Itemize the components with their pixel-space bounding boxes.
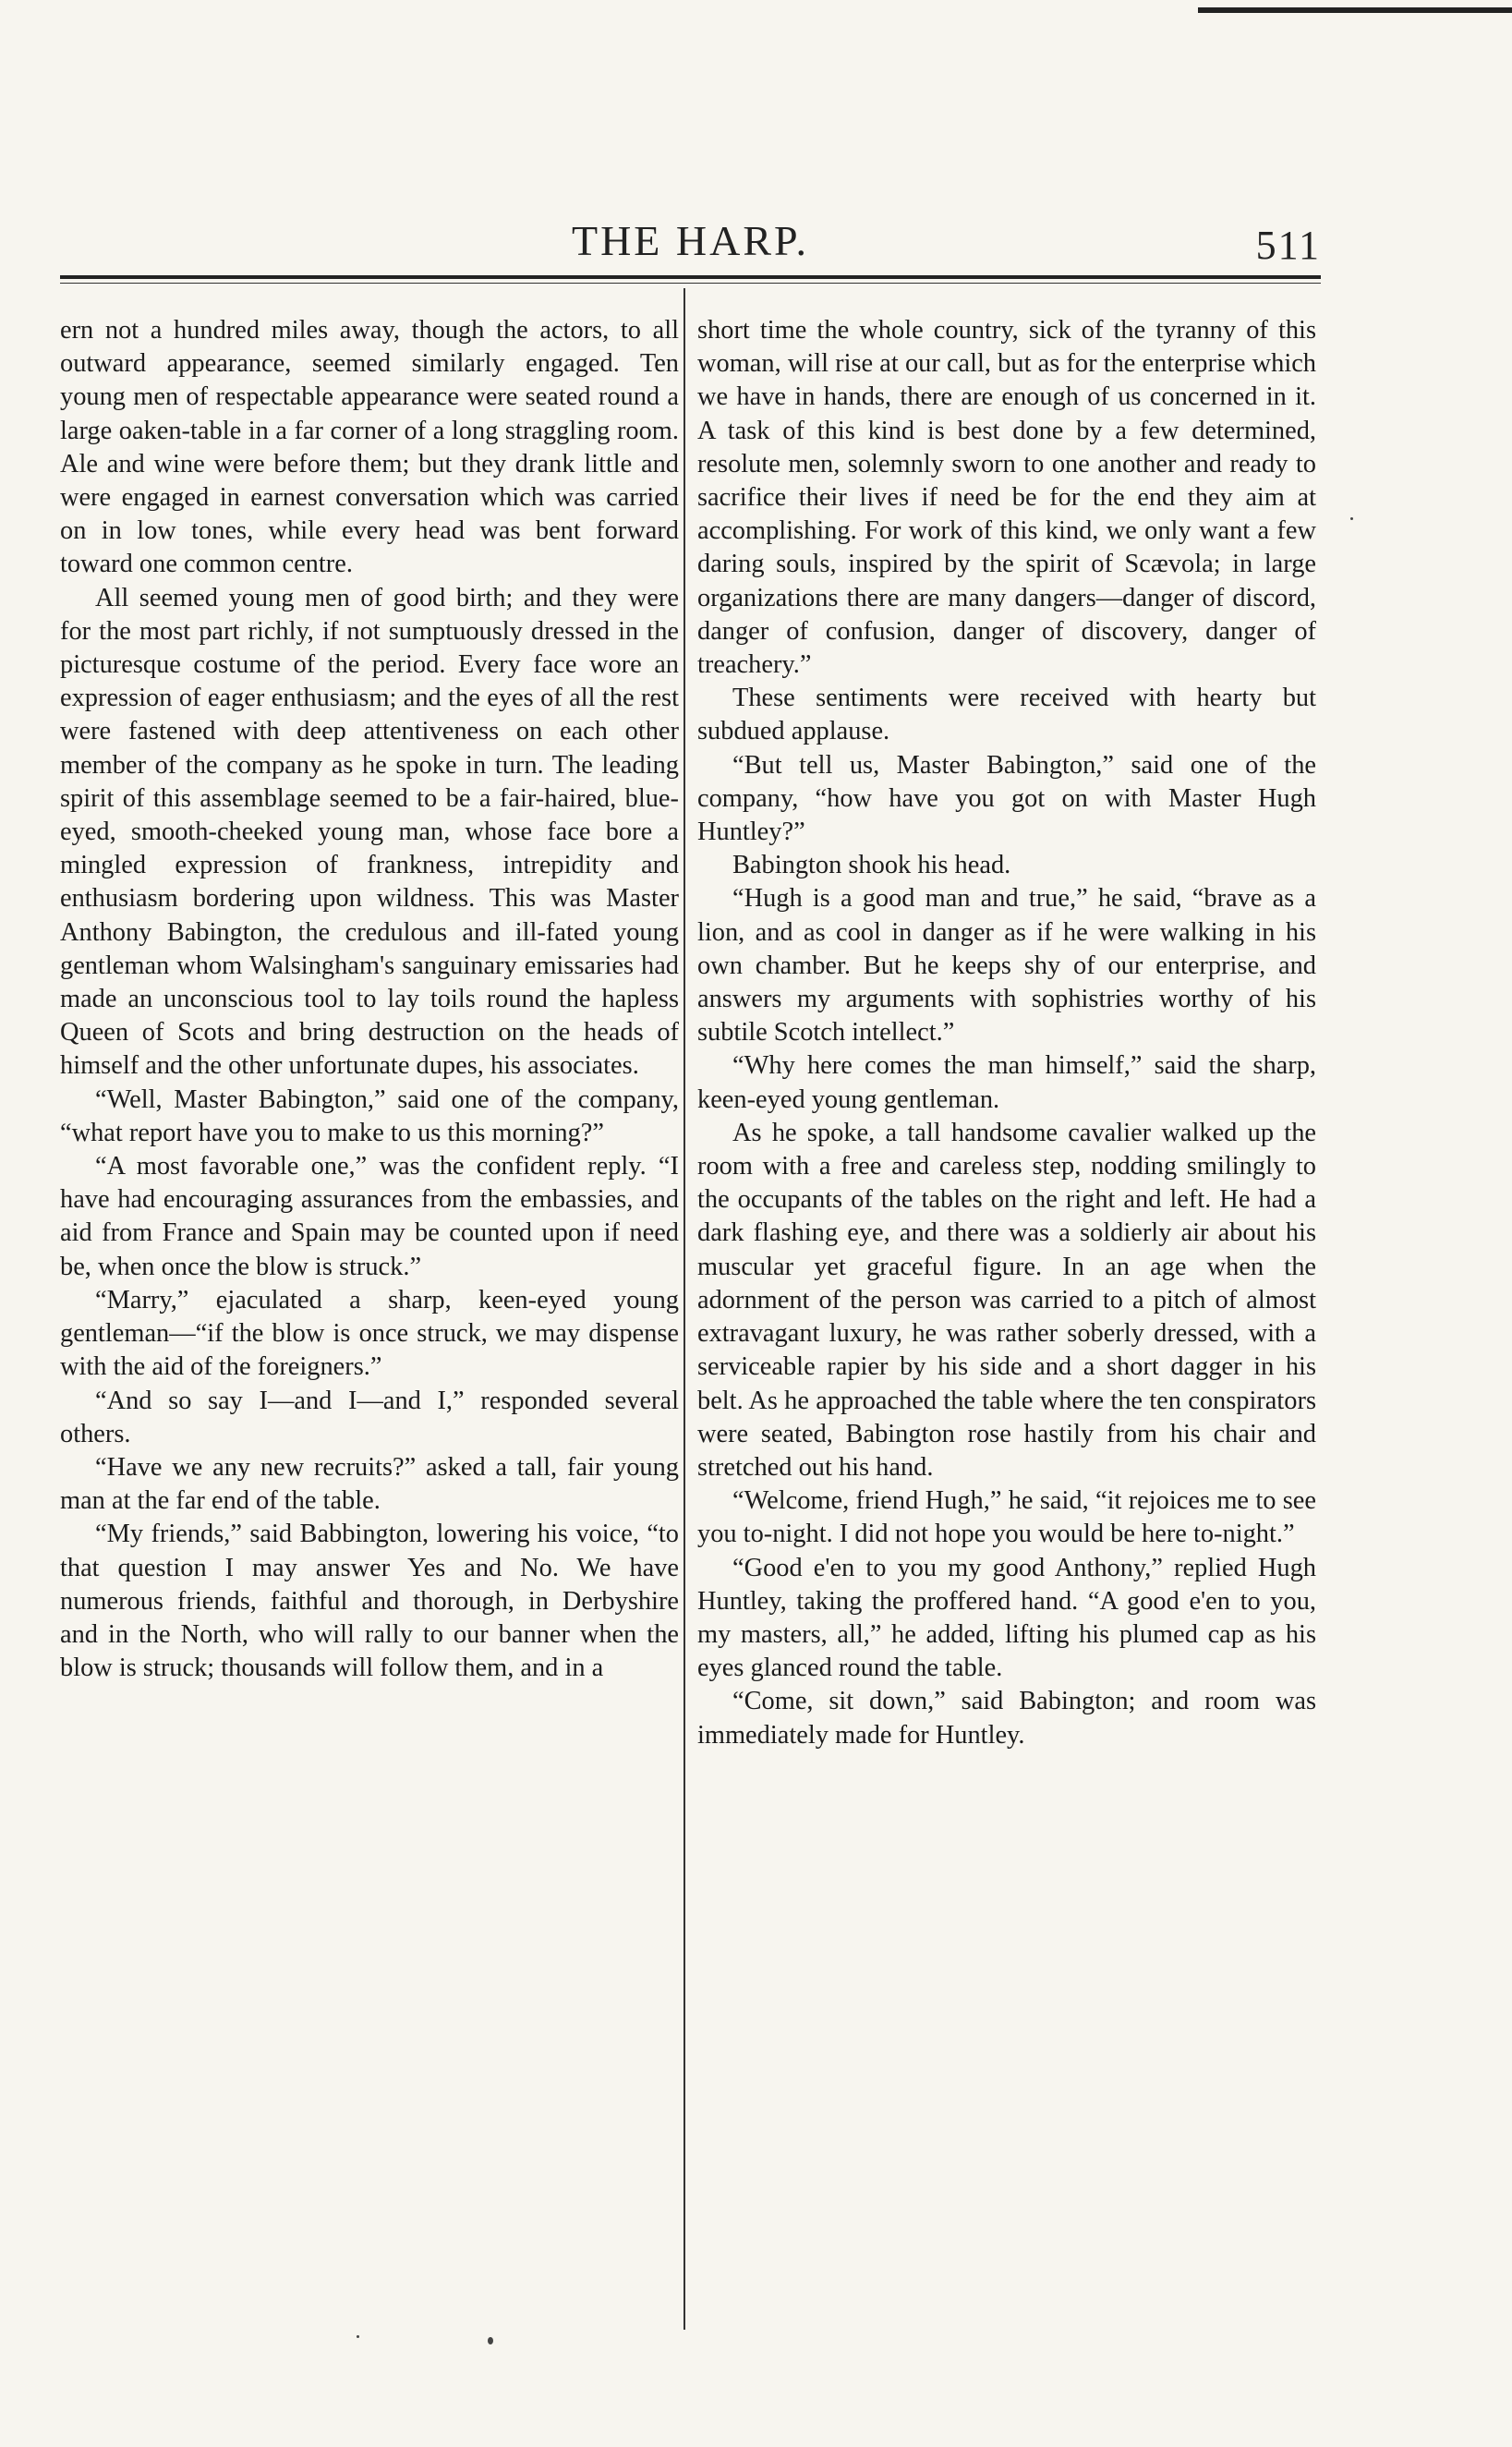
print-speck: [1350, 517, 1353, 520]
paragraph: “Hugh is a good man and true,” he said, “brave as a lion, and as cool in danger as if he were walking in his own chamber. But he keeps shy of our enterprise, and answers my arguments with sophistries worthy of his subtile Scotch intellect.”: [697, 884, 1316, 1048]
paragraph: “A most favorable one,” was the confident reply. “I have had encouraging assurances from the embassies, and aid from France and Spain may be counted upon if need be, when once the blow is struck.”: [60, 1152, 679, 1281]
paragraph: As he spoke, a tall handsome cavalier walked up the room with a free and careless step, nodding smilingly to the occupants of the tables on the right and left. He had a dark flashing eye, and there was a soldierly air about his muscular yet graceful figure. In an age when the adornment of the person was carried to a pitch of almost extravagant luxury, he was rather soberly dressed, with a serviceable rapier by his side and a short dagger in his belt. As he approached the table where the ten conspirators were seated, Babington rose hastily from his chair and stretched out his hand.: [697, 1118, 1316, 1482]
print-speck: [488, 2337, 493, 2344]
paragraph: “But tell us, Master Babington,” said one of the company, “how have you got on with Master Hugh Huntley?”: [697, 750, 1316, 847]
print-speck: [357, 2335, 359, 2338]
paragraph: All seemed young men of good birth; and they were for the most part richly, if not sumptuously dressed in the picturesque costume of the period. Every face wore an expression of eager enthusiasm; and the eyes of all the rest were fastened with deep attentiveness on each other member of the company as he spoke in turn. The leading spirit of this assemblage seemed to be a fair-haired, blue-eyed, smooth-cheeked young man, whose face bore a mingled expression of frankness, intrepidity and enthusiasm bordering upon wildness. This was Master Anthony Babington, the credulous and ill-fated young gentleman whom Walsingham's sanguinary emissaries had made an unconscious tool to lay toils round the hapless Queen of Scots and bring destruction on the heads of himself and the other unfortunate dupes, his associates.: [60, 583, 679, 1081]
paragraph: These sentiments were received with hearty but subdued applause.: [697, 684, 1316, 746]
paragraph: “Why here comes the man himself,” said the sharp, keen-eyed young gentleman.: [697, 1051, 1316, 1114]
paragraph: “Good e'en to you my good Anthony,” replied Hugh Huntley, taking the proffered hand. “A good e'en to you, my masters, all,” he added, lifting his plumed cap as his eyes glanced round the table.: [697, 1553, 1316, 1683]
paragraph: “And so say I—and I—and I,” responded several others.: [60, 1386, 679, 1448]
header-rule-thin: [60, 283, 1321, 284]
left-column: [60, 314, 679, 1685]
paragraph: short time the whole country, sick of the tyranny of this woman, will rise at our call, but as for the enterprise which we have in hands, there are enough of us concerned in it. A task of this kind is best done by a few determined, resolute men, solemnly sworn to one another and ready to sacrifice their lives if need be for the end they aim at accomplishing. For work of this kind, we only want a few daring souls, inspired by the spirit of Scævola; in large organizations there are many dangers—danger of discord, danger of confusion, danger of discovery, danger of treachery.”: [697, 316, 1316, 680]
paragraph: “Marry,” ejaculated a sharp, keen-eyed young gentleman—“if the blow is once struck, we may dispense with the aid of the foreigners.”: [60, 1285, 679, 1382]
page-header: [60, 211, 1321, 275]
page-number: 511: [1255, 223, 1321, 268]
running-title: THE HARP.: [571, 217, 810, 264]
paragraph: “Welcome, friend Hugh,” he said, “it rejoices me to see you to-night. I did not hope you would be here to-night.”: [697, 1486, 1316, 1549]
page-edge-rule: [1198, 7, 1512, 13]
paragraph: “Have we any new recruits?” asked a tall, fair young man at the far end of the table.: [60, 1452, 679, 1516]
paragraph: ern not a hundred miles away, though the actors, to all outward appearance, seemed similarly engaged. Ten young men of respectable appearance were seated round a large oaken-table in a far corner of a long straggling room. Ale and wine were before them; but they drank little and were engaged in earnest conversation which was carried on in low tones, while every head was bent forward toward one common centre.: [60, 316, 679, 579]
paragraph: “Well, Master Babington,” said one of the company, “what report have you to make to us this morning?”: [60, 1084, 679, 1147]
paragraph: Babington shook his head.: [732, 851, 1011, 880]
column-divider: [683, 288, 685, 2330]
paragraph: “Come, sit down,” said Babington; and room was immediately made for Huntley.: [697, 1687, 1316, 1750]
paragraph: “My friends,” said Babbington, lowering his voice, “to that question I may answer Yes and No. We have numerous friends, faithful and thorough, in Derbyshire and in the North, who will rally to our banner when the blow is struck; thousands will follow them, and in a: [60, 1520, 679, 1683]
header-rule-thick: [60, 275, 1321, 279]
right-column: [697, 314, 1316, 1752]
